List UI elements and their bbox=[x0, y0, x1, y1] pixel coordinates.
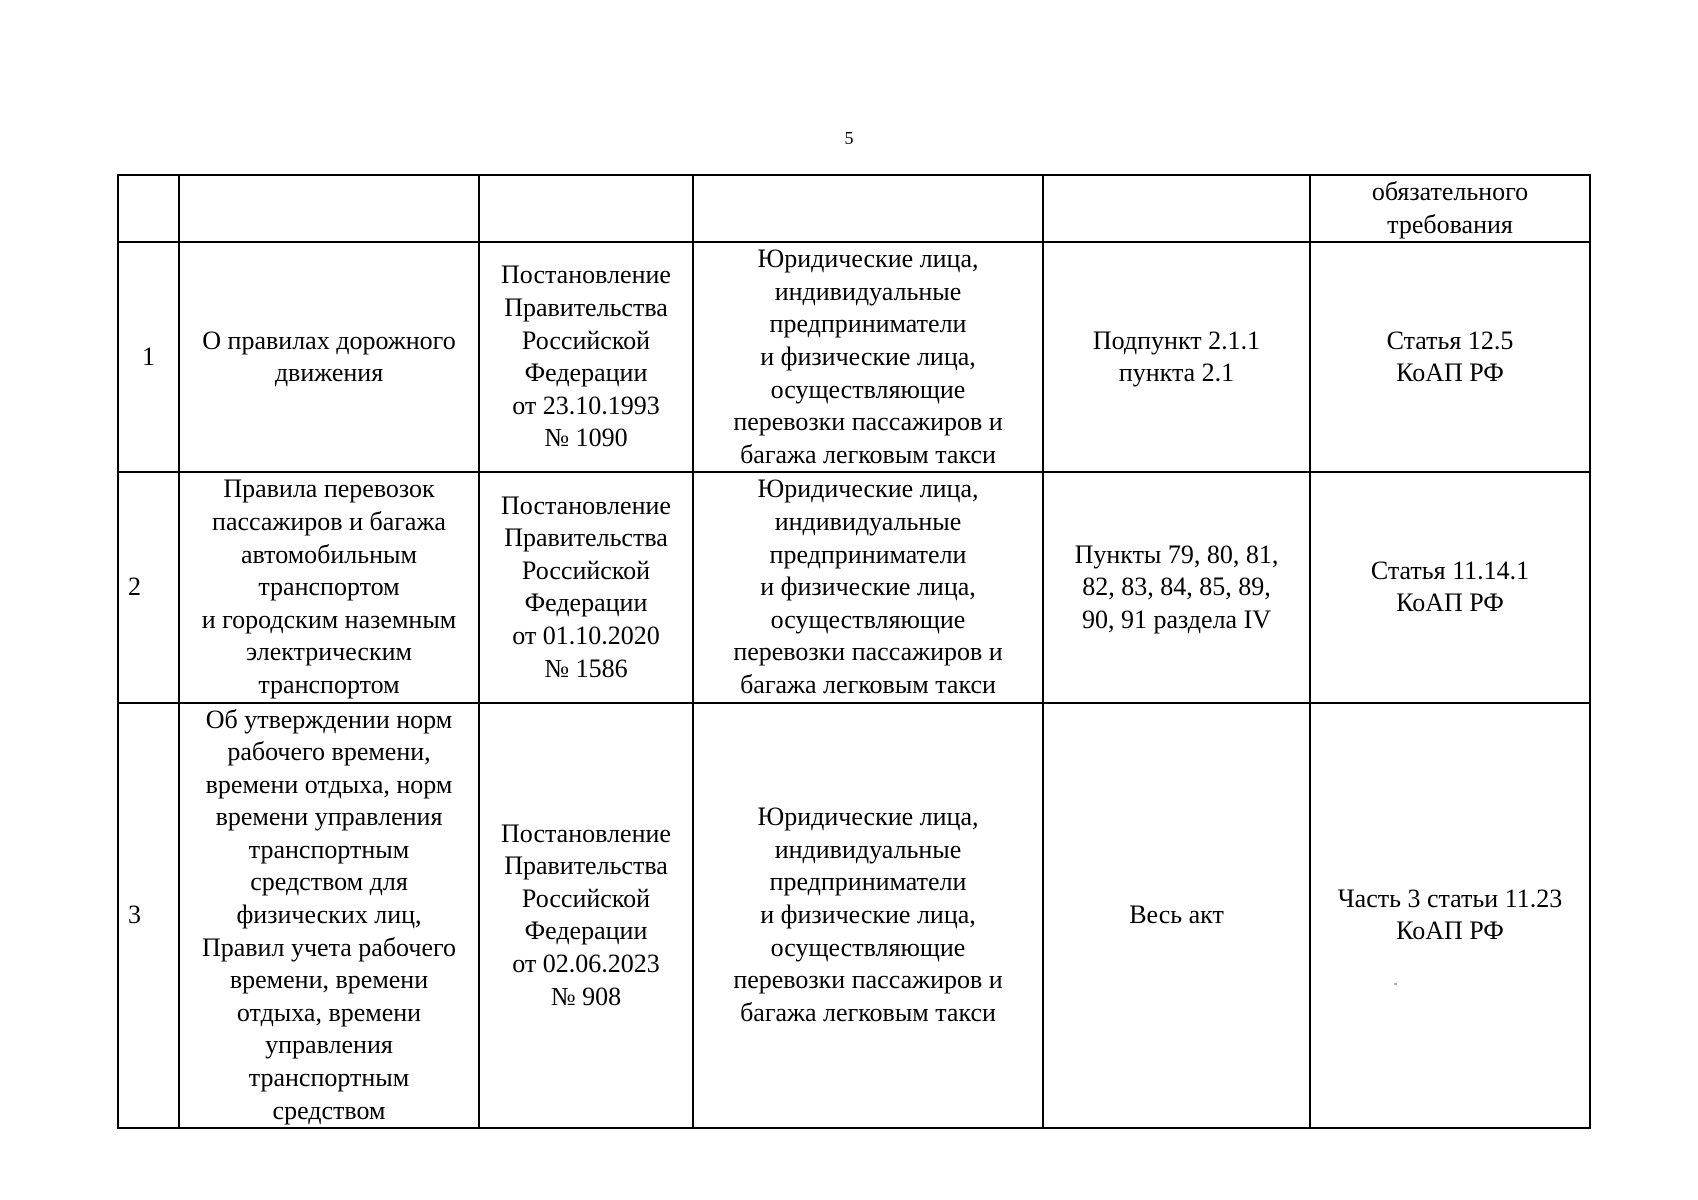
cell-liability bbox=[1310, 175, 1590, 242]
requirement-act-name: О правилах дорожного движения bbox=[179, 242, 479, 472]
requirement-act-name: Об утверждении норм рабочего времени, времени отдыха, норм времени управления транспортным средством для физических лиц, Правил учета рабочего времени, времени отдыха, времени управления транспортным средством bbox=[179, 703, 479, 1129]
table-row bbox=[118, 242, 1590, 472]
liability-article: Статья 11.14.1 КоАП РФ bbox=[1310, 472, 1590, 702]
table-row bbox=[118, 703, 1590, 1129]
requirements-table bbox=[117, 174, 1591, 1129]
cell-act bbox=[479, 175, 693, 242]
cell-num bbox=[118, 175, 179, 242]
normative-act-details: Постановление Правительства Российской Федерации от 01.10.2020 № 1586 bbox=[479, 472, 693, 702]
cell-structural-units bbox=[1043, 175, 1310, 242]
normative-act-details: Постановление Правительства Российской Федерации от 02.06.2023 № 908 bbox=[479, 703, 693, 1129]
obligated-subjects: Юридические лица, индивидуальные предприниматели и физические лица, осуществляющие перевозки пассажиров и багажа легковым такси bbox=[693, 242, 1043, 472]
requirement-act-name: Правила перевозок пассажиров и багажа автомобильным транспортом и городским наземным электрическим транспортом bbox=[179, 472, 479, 702]
scan-artifact bbox=[1394, 983, 1397, 985]
cell-subjects bbox=[693, 175, 1043, 242]
row-number: 1 bbox=[118, 242, 179, 472]
page-number: 5 bbox=[844, 128, 854, 148]
row-number: 3 bbox=[118, 703, 179, 1129]
structural-units: Пункты 79, 80, 81, 82, 83, 84, 85, 89, 90, 91 раздела IV bbox=[1043, 472, 1310, 702]
liability-article: Часть 3 статьи 11.23 КоАП РФ bbox=[1310, 703, 1590, 1129]
row-number: 2 bbox=[118, 472, 179, 702]
table-continuation-row bbox=[118, 175, 1590, 242]
liability-header-continuation: обязательного требования bbox=[1371, 177, 1529, 239]
normative-act-details: Постановление Правительства Российской Федерации от 23.10.1993 № 1090 bbox=[479, 242, 693, 472]
structural-units: Весь акт bbox=[1043, 703, 1310, 1129]
cell-name bbox=[179, 175, 479, 242]
liability-article: Статья 12.5 КоАП РФ bbox=[1310, 242, 1590, 472]
table-row bbox=[118, 472, 1590, 702]
obligated-subjects: Юридические лица, индивидуальные предприниматели и физические лица, осуществляющие перевозки пассажиров и багажа легковым такси bbox=[693, 472, 1043, 702]
structural-units: Подпункт 2.1.1 пункта 2.1 bbox=[1043, 242, 1310, 472]
obligated-subjects: Юридические лица, индивидуальные предприниматели и физические лица, осуществляющие перевозки пассажиров и багажа легковым такси bbox=[693, 703, 1043, 1129]
